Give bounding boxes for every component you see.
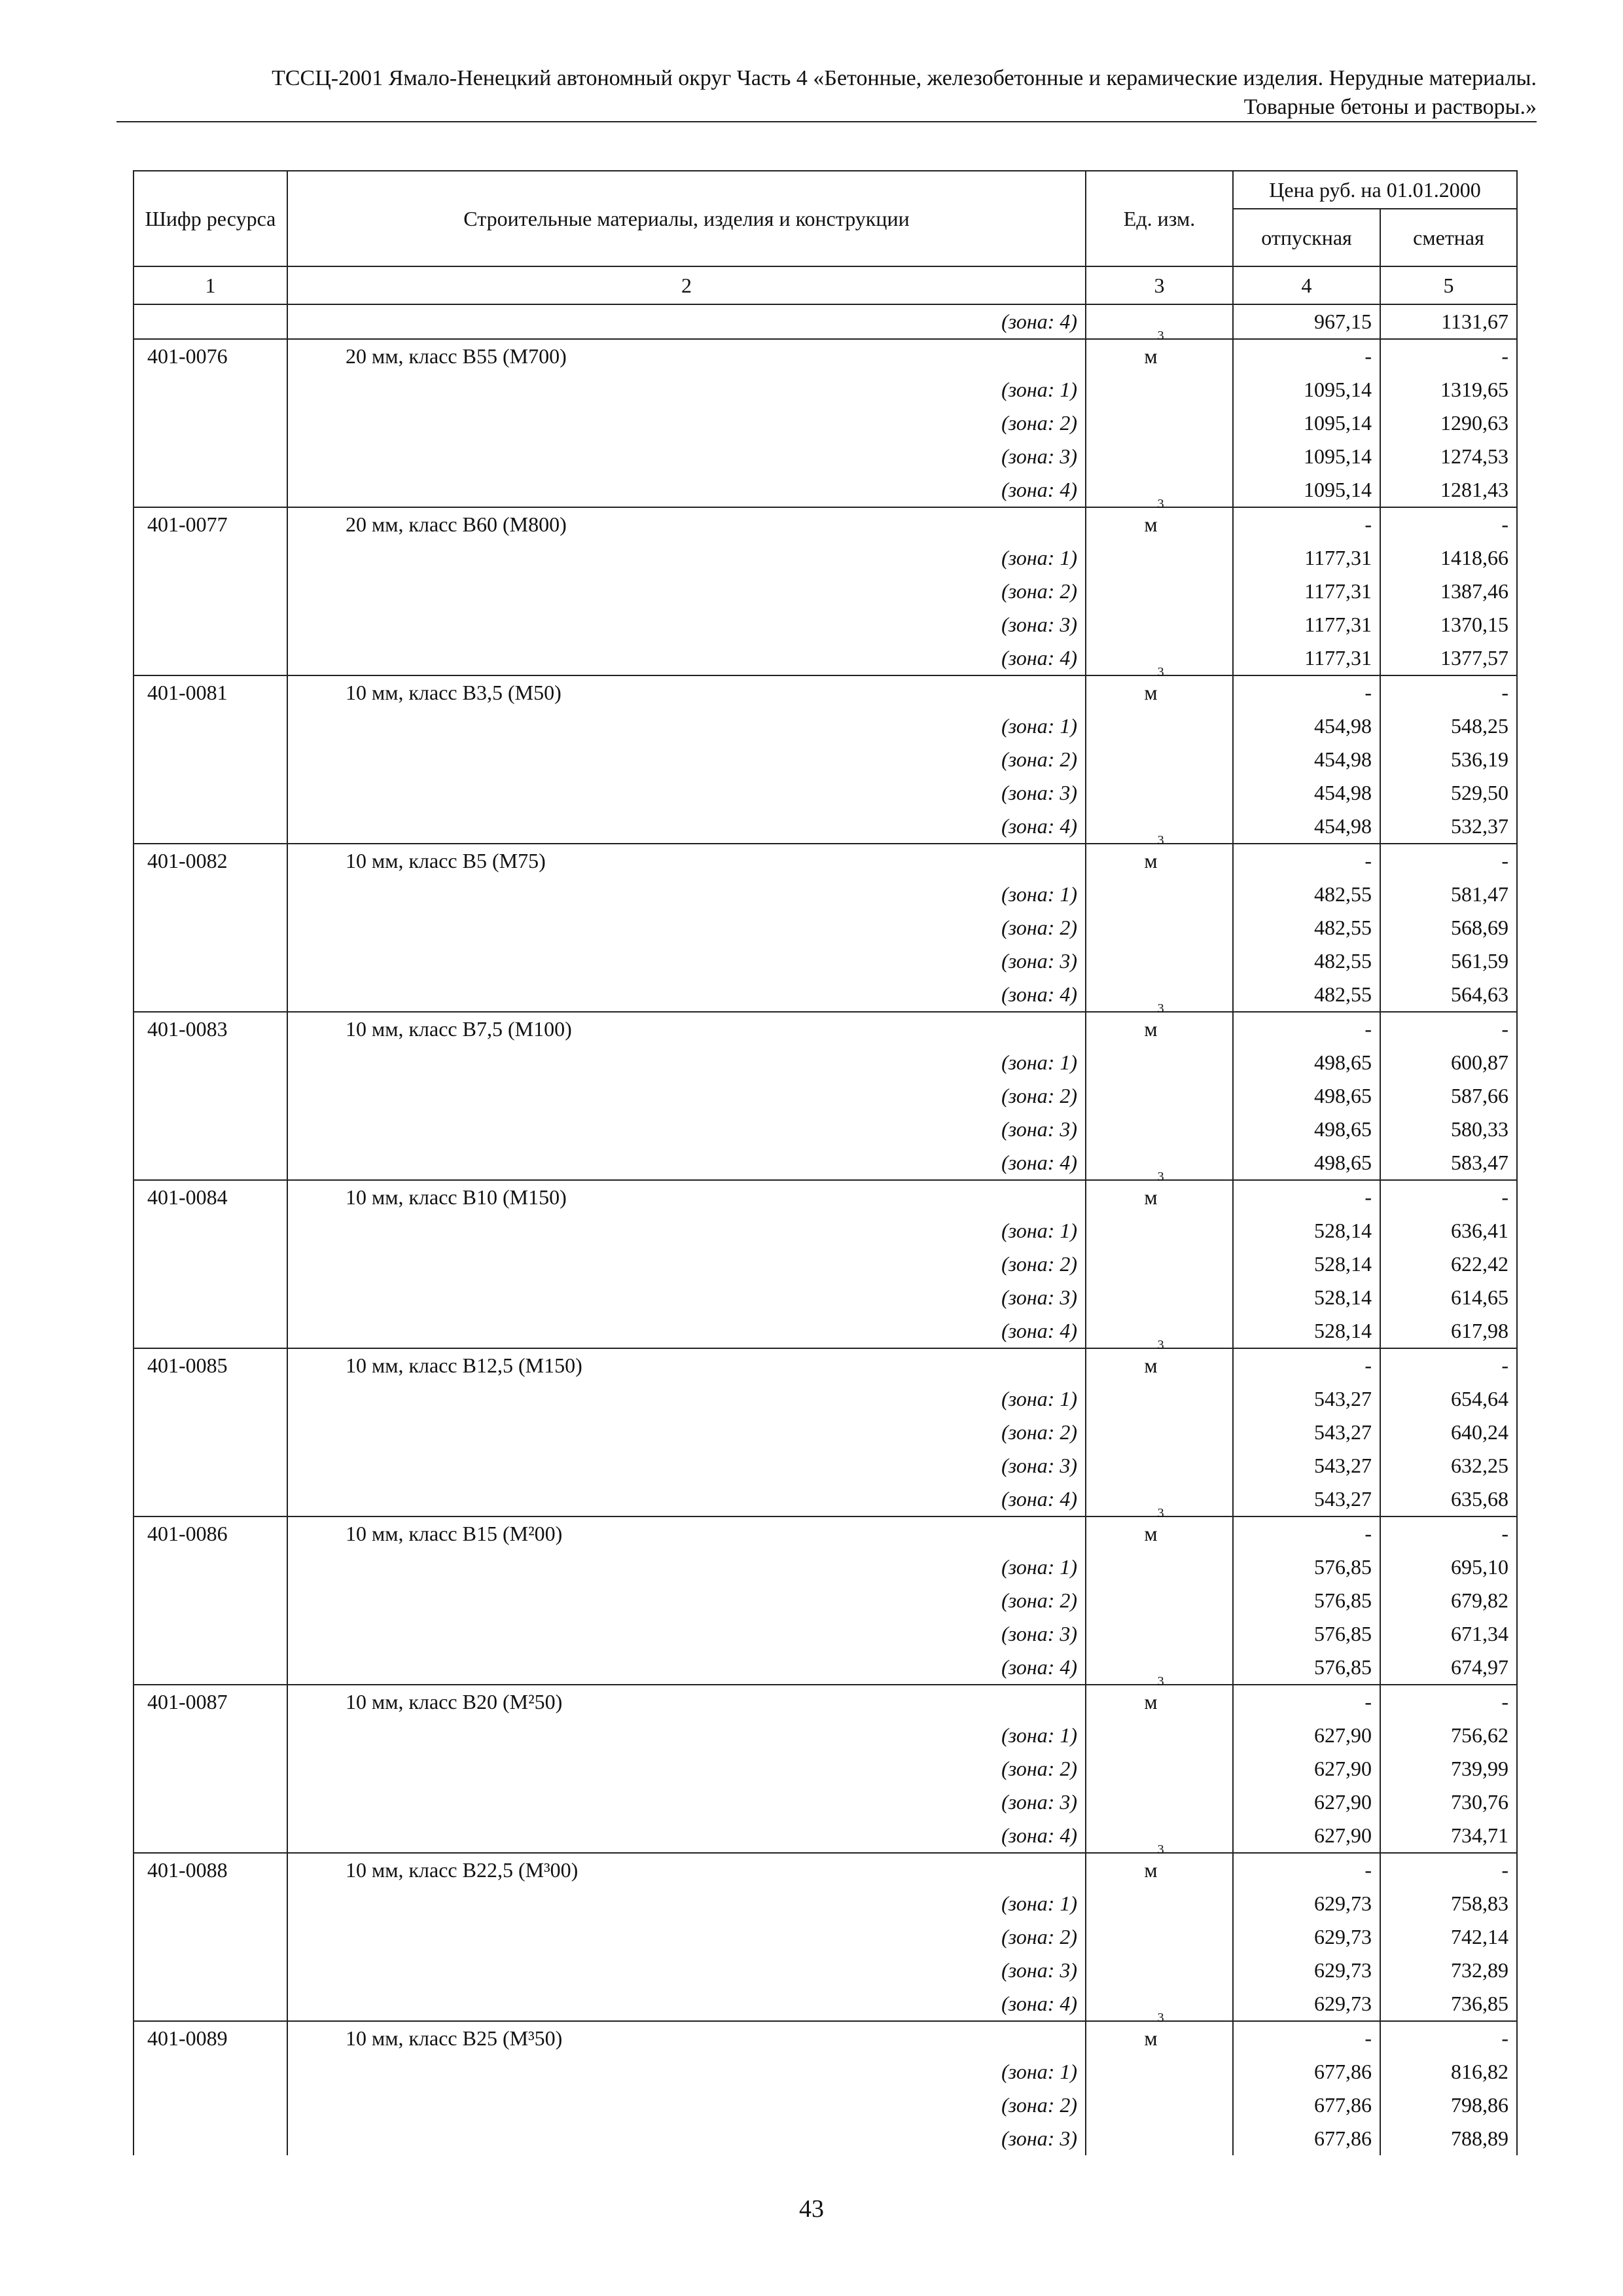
unit-cell (1086, 665, 1233, 709)
release-price: 1177,31 (1233, 541, 1380, 575)
estimate-price: 1131,67 (1380, 304, 1517, 339)
column-header-release: отпускная (1233, 209, 1380, 266)
unit-label: м (1144, 1522, 1158, 1545)
estimate-price: 529,50 (1380, 776, 1517, 810)
material-name: 10 мм, класс В22,5 (М³00) (287, 1853, 1086, 1887)
unit-label: м (1144, 1185, 1158, 1209)
estimate-price: 679,82 (1380, 1584, 1517, 1617)
unit-cell (1086, 1674, 1233, 1719)
zone-label: (зона: 2) (287, 1584, 1086, 1617)
zone-label: (зона: 3) (287, 776, 1086, 810)
column-number: 5 (1380, 266, 1517, 304)
release-price: 627,90 (1233, 1819, 1380, 1853)
table-row (134, 1079, 1517, 1113)
material-name: 10 мм, класс В10 (М150) (287, 1180, 1086, 1214)
table-row (134, 844, 1517, 878)
unit-superscript: 3 (1157, 1001, 1164, 1016)
table-row (134, 743, 1517, 776)
table-row (134, 911, 1517, 944)
zone-label: (зона: 2) (287, 1920, 1086, 1954)
table-row (134, 1651, 1517, 1685)
table-row (134, 541, 1517, 575)
release-price: 498,65 (1233, 1146, 1380, 1180)
release-price: 576,85 (1233, 1551, 1380, 1584)
table-row (134, 675, 1517, 709)
release-price: - (1233, 1012, 1380, 1046)
page-number: 43 (799, 2195, 824, 2223)
release-price: 627,90 (1233, 1719, 1380, 1752)
column-number: 4 (1233, 266, 1380, 304)
estimate-price: 587,66 (1380, 1079, 1517, 1113)
material-name: 10 мм, класс В3,5 (М50) (287, 675, 1086, 709)
release-price: 627,90 (1233, 1785, 1380, 1819)
release-price: 1177,31 (1233, 608, 1380, 641)
estimate-price: 732,89 (1380, 1954, 1517, 1987)
estimate-price: 568,69 (1380, 911, 1517, 944)
release-price: 576,85 (1233, 1584, 1380, 1617)
table-row (134, 440, 1517, 473)
estimate-price: 635,68 (1380, 1482, 1517, 1516)
release-price: 543,27 (1233, 1416, 1380, 1449)
release-price: - (1233, 675, 1380, 709)
unit-superscript: 3 (1157, 1506, 1164, 1520)
estimate-price: 1274,53 (1380, 440, 1517, 473)
unit-label: м (1144, 1690, 1158, 1713)
unit-superscript: 3 (1157, 665, 1164, 679)
column-header-name: Строительные материалы, изделия и конструкции (287, 171, 1086, 266)
resource-code: 401-0082 (134, 844, 287, 878)
table-row (134, 810, 1517, 844)
zone-label: (зона: 3) (287, 1281, 1086, 1314)
release-price: 1095,14 (1233, 406, 1380, 440)
table-row (134, 1482, 1517, 1516)
zone-label: (зона: 2) (287, 1079, 1086, 1113)
estimate-price: 730,76 (1380, 1785, 1517, 1819)
zone-label: (зона: 2) (287, 1247, 1086, 1281)
estimate-price: - (1380, 507, 1517, 541)
table-row (134, 1348, 1517, 1382)
unit-label: м (1144, 512, 1158, 536)
release-price: 482,55 (1233, 911, 1380, 944)
resource-code: 401-0086 (134, 1516, 287, 1551)
material-name: 10 мм, класс В5 (М75) (287, 844, 1086, 878)
zone-label: (зона: 4) (287, 810, 1086, 844)
unit-label: м (1144, 1354, 1158, 1377)
zone-label: (зона: 4) (287, 304, 1086, 339)
release-price: 629,73 (1233, 1954, 1380, 1987)
zone-label: (зона: 4) (287, 1314, 1086, 1348)
zone-label: (зона: 2) (287, 2089, 1086, 2122)
zone-label: (зона: 3) (287, 1449, 1086, 1482)
release-price: 454,98 (1233, 776, 1380, 810)
zone-label: (зона: 3) (287, 1785, 1086, 1819)
release-price: 454,98 (1233, 709, 1380, 743)
release-price: 1095,14 (1233, 473, 1380, 507)
table-row (134, 1551, 1517, 1584)
estimate-price: - (1380, 1012, 1517, 1046)
zone-label: (зона: 4) (287, 473, 1086, 507)
release-price: 576,85 (1233, 1651, 1380, 1685)
zone-label: (зона: 4) (287, 1819, 1086, 1853)
table-row (134, 406, 1517, 440)
unit-cell (1086, 329, 1233, 373)
zone-label: (зона: 3) (287, 944, 1086, 978)
estimate-price: 536,19 (1380, 743, 1517, 776)
unit-superscript: 3 (1157, 1842, 1164, 1857)
table-row (134, 575, 1517, 608)
estimate-price: - (1380, 2021, 1517, 2055)
estimate-price: 622,42 (1380, 1247, 1517, 1281)
table-row (134, 1180, 1517, 1214)
release-price: - (1233, 2021, 1380, 2055)
table-body (134, 304, 1517, 2155)
estimate-price: 581,47 (1380, 878, 1517, 911)
unit-cell (1086, 833, 1233, 878)
zone-label: (зона: 4) (287, 1987, 1086, 2021)
table-row (134, 1954, 1517, 1987)
unit-superscript: 3 (1157, 1338, 1164, 1352)
zone-label: (зона: 1) (287, 1046, 1086, 1079)
unit-superscript: 3 (1157, 833, 1164, 848)
estimate-price: 671,34 (1380, 1617, 1517, 1651)
zone-label: (зона: 4) (287, 1651, 1086, 1685)
zone-label: (зона: 3) (287, 1113, 1086, 1146)
table-row (134, 304, 1517, 339)
estimate-price: 614,65 (1380, 1281, 1517, 1314)
release-price: - (1233, 507, 1380, 541)
table-row (134, 1314, 1517, 1348)
table-row (134, 1281, 1517, 1314)
estimate-price: 695,10 (1380, 1551, 1517, 1584)
estimate-price: 532,37 (1380, 810, 1517, 844)
zone-label: (зона: 1) (287, 541, 1086, 575)
release-price: - (1233, 844, 1380, 878)
release-price: 528,14 (1233, 1281, 1380, 1314)
column-header-estimate: сметная (1380, 209, 1517, 266)
release-price: 629,73 (1233, 1920, 1380, 1954)
release-price: 1095,14 (1233, 373, 1380, 406)
zone-label: (зона: 3) (287, 2122, 1086, 2155)
material-name: 10 мм, класс В7,5 (М100) (287, 1012, 1086, 1046)
column-header-unit: Ед. изм. (1086, 171, 1233, 266)
resource-code: 401-0088 (134, 1853, 287, 1887)
table-row (134, 608, 1517, 641)
zone-label: (зона: 1) (287, 1887, 1086, 1920)
resource-code: 401-0084 (134, 1180, 287, 1214)
unit-cell (1086, 2011, 1233, 2055)
release-price: 1177,31 (1233, 575, 1380, 608)
release-price: 629,73 (1233, 1887, 1380, 1920)
zone-label: (зона: 1) (287, 1214, 1086, 1247)
estimate-price: 734,71 (1380, 1819, 1517, 1853)
release-price: - (1233, 1853, 1380, 1887)
release-price: 528,14 (1233, 1214, 1380, 1247)
release-price: 543,27 (1233, 1482, 1380, 1516)
zone-label: (зона: 4) (287, 978, 1086, 1012)
header-divider (116, 121, 1537, 122)
zone-label: (зона: 4) (287, 641, 1086, 675)
table-row (134, 2089, 1517, 2122)
estimate-price: 548,25 (1380, 709, 1517, 743)
estimate-price: 561,59 (1380, 944, 1517, 978)
table-row (134, 1853, 1517, 1887)
estimate-price: 756,62 (1380, 1719, 1517, 1752)
table-row (134, 1516, 1517, 1551)
unit-cell (1086, 1001, 1233, 1046)
release-price: 576,85 (1233, 1617, 1380, 1651)
estimate-price: - (1380, 1180, 1517, 1214)
zone-label: (зона: 4) (287, 1146, 1086, 1180)
table-row (134, 373, 1517, 406)
release-price: - (1233, 1348, 1380, 1382)
price-table (133, 170, 1518, 2155)
release-price: 454,98 (1233, 743, 1380, 776)
zone-label: (зона: 1) (287, 1551, 1086, 1584)
material-name: 20 мм, класс В55 (М700) (287, 339, 1086, 373)
table-row (134, 1247, 1517, 1281)
table-row (134, 1046, 1517, 1079)
column-header-price: Цена руб. на 01.01.2000 (1233, 171, 1517, 209)
estimate-price: 1370,15 (1380, 608, 1517, 641)
estimate-price: - (1380, 1348, 1517, 1382)
unit-label: м (1144, 344, 1158, 368)
table-row (134, 1887, 1517, 1920)
release-price: 1177,31 (1233, 641, 1380, 675)
estimate-price: 1387,46 (1380, 575, 1517, 608)
page-header (116, 64, 1537, 122)
unit-superscript: 3 (1157, 497, 1164, 511)
release-price: 627,90 (1233, 1752, 1380, 1785)
estimate-price: 739,99 (1380, 1752, 1517, 1785)
release-price: 498,65 (1233, 1046, 1380, 1079)
estimate-price: 1290,63 (1380, 406, 1517, 440)
table-row (134, 1752, 1517, 1785)
unit-cell (1086, 1170, 1233, 1214)
estimate-price: 674,97 (1380, 1651, 1517, 1685)
zone-label: (зона: 1) (287, 2055, 1086, 2089)
column-number: 1 (134, 266, 287, 304)
column-number: 2 (287, 266, 1086, 304)
table-row (134, 1785, 1517, 1819)
zone-label: (зона: 3) (287, 1617, 1086, 1651)
estimate-price: 1281,43 (1380, 473, 1517, 507)
estimate-price: 640,24 (1380, 1416, 1517, 1449)
resource-code: 401-0077 (134, 507, 287, 541)
resource-code: 401-0076 (134, 339, 287, 373)
estimate-price: 564,63 (1380, 978, 1517, 1012)
unit-superscript: 3 (1157, 1674, 1164, 1689)
estimate-price: 583,47 (1380, 1146, 1517, 1180)
zone-label: (зона: 1) (287, 373, 1086, 406)
material-name: 10 мм, класс В25 (М³50) (287, 2021, 1086, 2055)
table-row (134, 776, 1517, 810)
estimate-price: 1377,57 (1380, 641, 1517, 675)
release-price: 1095,14 (1233, 440, 1380, 473)
estimate-price: 736,85 (1380, 1987, 1517, 2021)
table-row (134, 641, 1517, 675)
unit-label: м (1144, 1017, 1158, 1041)
release-price: 454,98 (1233, 810, 1380, 844)
unit-superscript: 3 (1157, 329, 1164, 343)
release-price: - (1233, 339, 1380, 373)
material-name: 10 мм, класс В12,5 (М150) (287, 1348, 1086, 1382)
zone-label: (зона: 3) (287, 1954, 1086, 1987)
zone-label: (зона: 2) (287, 743, 1086, 776)
estimate-price: 1418,66 (1380, 541, 1517, 575)
resource-code: 401-0089 (134, 2021, 287, 2055)
table-row (134, 1214, 1517, 1247)
release-price: 498,65 (1233, 1079, 1380, 1113)
estimate-price: 617,98 (1380, 1314, 1517, 1348)
table-row (134, 1449, 1517, 1482)
estimate-price: 636,41 (1380, 1214, 1517, 1247)
zone-label: (зона: 3) (287, 440, 1086, 473)
table-row (134, 944, 1517, 978)
table-row (134, 2055, 1517, 2089)
estimate-price: - (1380, 675, 1517, 709)
release-price: 543,27 (1233, 1449, 1380, 1482)
estimate-price: 654,64 (1380, 1382, 1517, 1416)
release-price: 629,73 (1233, 1987, 1380, 2021)
estimate-price: 816,82 (1380, 2055, 1517, 2089)
zone-label: (зона: 4) (287, 1482, 1086, 1516)
estimate-price: 742,14 (1380, 1920, 1517, 1954)
estimate-price: 798,86 (1380, 2089, 1517, 2122)
resource-code: 401-0083 (134, 1012, 287, 1046)
table-row (134, 978, 1517, 1012)
table-row (134, 1819, 1517, 1853)
material-name: 20 мм, класс В60 (М800) (287, 507, 1086, 541)
table-row (134, 1012, 1517, 1046)
release-price: 528,14 (1233, 1314, 1380, 1348)
material-name: 10 мм, класс В15 (М²00) (287, 1516, 1086, 1551)
unit-cell (1086, 1506, 1233, 1551)
table-row (134, 1719, 1517, 1752)
table-row (134, 1584, 1517, 1617)
release-price: 482,55 (1233, 978, 1380, 1012)
release-price: 528,14 (1233, 1247, 1380, 1281)
unit-superscript: 3 (1157, 1170, 1164, 1184)
unit-cell (1086, 497, 1233, 541)
estimate-price: 580,33 (1380, 1113, 1517, 1146)
unit-cell (1086, 1338, 1233, 1382)
table-row (134, 473, 1517, 507)
table-row (134, 878, 1517, 911)
table-row (134, 1416, 1517, 1449)
resource-code: 401-0087 (134, 1685, 287, 1719)
header-line-1: ТССЦ-2001 Ямало-Ненецкий автономный округ Часть 4 «Бетонные, железобетонные и керамические изделия. Нерудные материалы. (272, 66, 1537, 90)
table-row (134, 709, 1517, 743)
header-line-2: Товарные бетоны и растворы.» (1243, 95, 1537, 119)
estimate-price: - (1380, 339, 1517, 373)
zone-label: (зона: 1) (287, 1719, 1086, 1752)
zone-label: (зона: 2) (287, 575, 1086, 608)
release-price: 482,55 (1233, 944, 1380, 978)
estimate-price: 788,89 (1380, 2122, 1517, 2155)
release-price: 677,86 (1233, 2122, 1380, 2155)
estimate-price: 1319,65 (1380, 373, 1517, 406)
table-row (134, 2122, 1517, 2155)
estimate-price: - (1380, 1516, 1517, 1551)
zone-label: (зона: 2) (287, 1416, 1086, 1449)
zone-label: (зона: 2) (287, 1752, 1086, 1785)
release-price: 677,86 (1233, 2089, 1380, 2122)
estimate-price: - (1380, 1853, 1517, 1887)
resource-code: 401-0081 (134, 675, 287, 709)
table-row (134, 1617, 1517, 1651)
estimate-price: 600,87 (1380, 1046, 1517, 1079)
release-price: 677,86 (1233, 2055, 1380, 2089)
table-row (134, 1146, 1517, 1180)
zone-label: (зона: 3) (287, 608, 1086, 641)
release-price: 498,65 (1233, 1113, 1380, 1146)
release-price: - (1233, 1685, 1380, 1719)
table-row (134, 1113, 1517, 1146)
zone-label: (зона: 1) (287, 1382, 1086, 1416)
table-row (134, 1382, 1517, 1416)
material-name: 10 мм, класс В20 (М²50) (287, 1685, 1086, 1719)
unit-cell (1086, 1842, 1233, 1887)
resource-code: 401-0085 (134, 1348, 287, 1382)
unit-superscript: 3 (1157, 2011, 1164, 2025)
release-price: 543,27 (1233, 1382, 1380, 1416)
estimate-price: 632,25 (1380, 1449, 1517, 1482)
zone-label: (зона: 1) (287, 878, 1086, 911)
unit-label: м (1144, 1858, 1158, 1882)
release-price: - (1233, 1516, 1380, 1551)
table-row (134, 1987, 1517, 2021)
estimate-price: - (1380, 844, 1517, 878)
estimate-price: - (1380, 1685, 1517, 1719)
table-row (134, 2021, 1517, 2055)
table-row (134, 507, 1517, 541)
zone-label: (зона: 1) (287, 709, 1086, 743)
unit-label: м (1144, 2026, 1158, 2050)
unit-label: м (1144, 849, 1158, 872)
unit-label: м (1144, 681, 1158, 704)
table-row (134, 1920, 1517, 1954)
release-price: 967,15 (1233, 304, 1380, 339)
estimate-price: 758,83 (1380, 1887, 1517, 1920)
zone-label: (зона: 2) (287, 911, 1086, 944)
zone-label: (зона: 2) (287, 406, 1086, 440)
column-header-code: Шифр ресурса (134, 171, 287, 266)
release-price: 482,55 (1233, 878, 1380, 911)
table-row (134, 339, 1517, 373)
column-number: 3 (1086, 266, 1233, 304)
release-price: - (1233, 1180, 1380, 1214)
table-row (134, 1685, 1517, 1719)
